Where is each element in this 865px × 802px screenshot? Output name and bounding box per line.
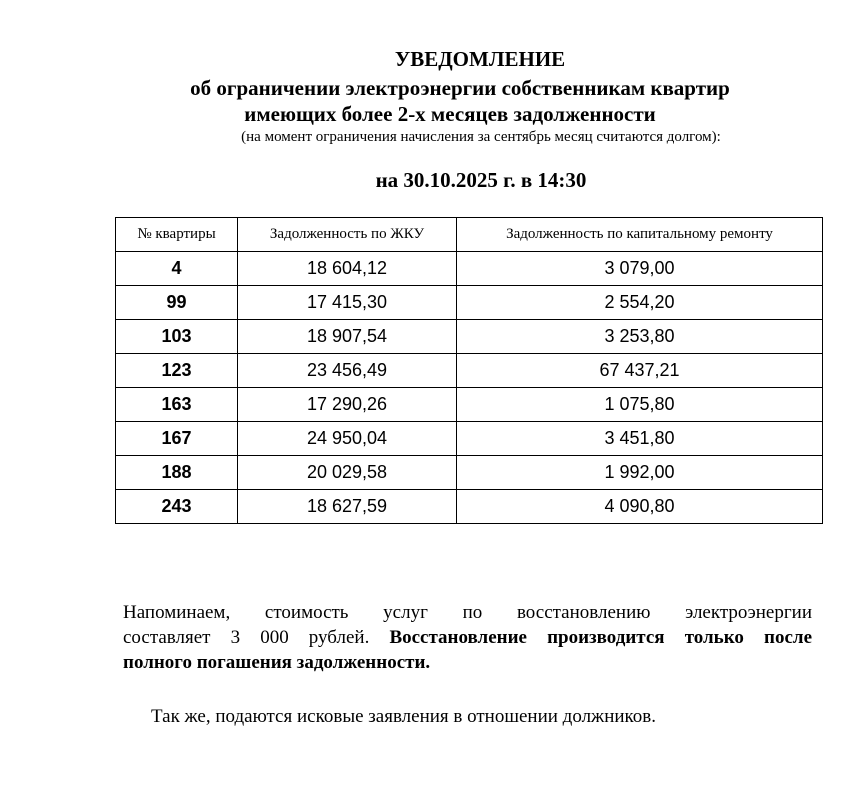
utilities-debt: 20 029,58: [238, 456, 457, 490]
utilities-debt: 17 290,26: [238, 388, 457, 422]
reminder-cost-text: составляет 3 000 рублей.: [123, 627, 370, 648]
reminder-paragraph: [123, 600, 812, 675]
table-row: [116, 422, 823, 456]
notice-date: на 30.10.2025 г. в 14:30: [375, 168, 587, 192]
capital-repair-debt: 4 090,80: [457, 490, 823, 524]
capital-repair-debt: 3 079,00: [457, 252, 823, 286]
apartment-number: 188: [116, 456, 238, 490]
apartment-number: 123: [116, 354, 238, 388]
notice-heading: УВЕДОМЛЕНИЕ: [394, 47, 566, 71]
notice-subheading-line1: об ограничении электроэнергии собственникам квартир: [190, 76, 730, 100]
table-row: [116, 286, 823, 320]
table-row: [116, 456, 823, 490]
table-row: [116, 388, 823, 422]
capital-repair-debt: 67 437,21: [457, 354, 823, 388]
header-apartment: № квартиры: [116, 218, 238, 252]
capital-repair-debt: 3 451,80: [457, 422, 823, 456]
capital-repair-debt: 1 075,80: [457, 388, 823, 422]
apartment-number: 243: [116, 490, 238, 524]
utilities-debt: 18 907,54: [238, 320, 457, 354]
capital-repair-debt: 2 554,20: [457, 286, 823, 320]
utilities-debt: 18 604,12: [238, 252, 457, 286]
lawsuit-notice: Так же, подаются исковые заявления в отношении должников.: [151, 706, 657, 727]
table-row: [116, 490, 823, 524]
header-capital-repair-debt: Задолженность по капитальному ремонту: [457, 218, 823, 252]
table-row: [116, 252, 823, 286]
apartment-number: 4: [116, 252, 238, 286]
capital-repair-debt: 3 253,80: [457, 320, 823, 354]
table-header-row: [116, 218, 823, 252]
debt-table: [115, 217, 823, 524]
capital-repair-debt: 1 992,00: [457, 456, 823, 490]
apartment-number: 99: [116, 286, 238, 320]
reminder-restore-condition: Восстановление производится только после: [389, 627, 813, 648]
utilities-debt: 18 627,59: [238, 490, 457, 524]
table-row: [116, 354, 823, 388]
apartment-number: 103: [116, 320, 238, 354]
table-row: [116, 320, 823, 354]
reminder-line-3: [123, 650, 812, 675]
header-utilities-debt: Задолженность по ЖКУ: [238, 218, 457, 252]
reminder-line-1: Напоминаем, стоимость услуг по восстановлению электроэнергии: [123, 602, 812, 623]
apartment-number: 163: [116, 388, 238, 422]
utilities-debt: 17 415,30: [238, 286, 457, 320]
utilities-debt: 24 950,04: [238, 422, 457, 456]
apartment-number: 167: [116, 422, 238, 456]
reminder-line-2: [123, 625, 812, 650]
notice-note: (на момент ограничения начисления за сентябрь месяц считаются долгом):: [241, 129, 721, 145]
notice-subheading-line2: имеющих более 2-х месяцев задолженности: [244, 102, 656, 126]
reminder-full-payment: полного погашения задолженности.: [123, 652, 431, 673]
utilities-debt: 23 456,49: [238, 354, 457, 388]
